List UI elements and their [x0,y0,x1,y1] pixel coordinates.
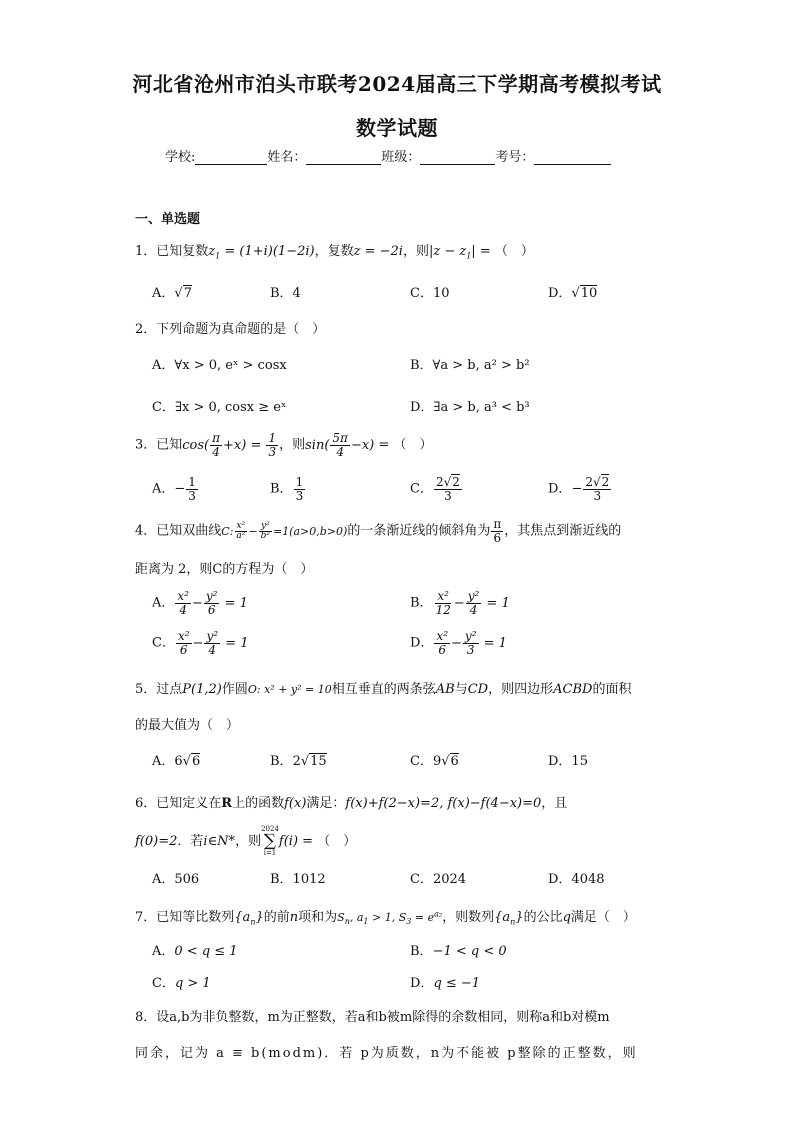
question-7: 7．已知等比数列$\{a_n\}$的前n项和为$S_n$, $a_1 > 1$, $S_3 = e^{a_2}$，则数列$\{a_n\}$的公比q满足（ ） [135,909,636,927]
q7-option-c[interactable]: C．q > 1 [152,976,211,991]
q1-stem: 1．已知复数 [135,244,209,259]
name-blank[interactable] [306,150,381,165]
q5-circle: O: x² + y² = 10 [247,683,332,696]
q3-text-1: ，则 [279,437,306,453]
q4-option-a[interactable]: A． $\frac{\text{x²}}{4}$ − $\frac{\text{y²}}{6}$ = 1 [152,589,248,617]
q5-text-5: 的面积 [592,682,632,697]
question-2: 2．下列命题为真命题的是（ ） [135,322,326,337]
q5-text-3: 与 [454,682,468,697]
question-8-line1: 8．设a,b为非负整数，m为正整数，若a和b被m除得的余数相同，则称a和b对模m [135,1010,610,1025]
q6-text-3: ，且 [541,796,568,811]
q3-option-b[interactable]: B． $\frac{1}{3}$ [270,475,304,503]
number-blank[interactable] [534,150,611,165]
question-4: 4．已知双曲线C: $\frac{\text{x²}}{\text{a²}}$ − $\frac{\text{y²}}{\text{b²}}$ =1(a>0,b>0)的一条渐近线的倾斜角为 $\frac{\pi}{6}$ ，其焦点到渐近线的 [135,517,622,545]
name-label: 姓名： [267,150,307,165]
q5-stem: 5．过点 [135,682,183,697]
q3-given: cos( $\frac{\pi}{4}$ +x) = $\frac{1}{3}$ [182,431,277,459]
question-8-line2: 同余，记为 a ≡ b(modm)．若 p为质数，n为不能被 p整除的正整数，则 [135,1046,638,1061]
q5-option-d[interactable]: D．15 [548,754,588,769]
q4-option-c[interactable]: C． $\frac{\text{x²}}{6}$ − $\frac{\text{y²}}{4}$ = 1 [152,629,249,657]
q7-option-b[interactable]: B．−1 < q < 0 [410,944,507,959]
q6-option-c[interactable]: C．2024 [410,872,467,887]
q5-text-2: 相互垂直的两条弦 [331,682,436,697]
q6-text-1: 上的函数 [232,796,285,811]
q7-option-a[interactable]: A．0 < q ≤ 1 [152,944,238,959]
class-blank[interactable] [420,150,495,165]
q5-text-1: 作圆 [221,682,248,697]
q6-i-natural: i∈N* [203,834,236,849]
question-3 [135,432,432,458]
q6-condition: f(x)+f(2−x)=2, f(x)−f(4−x)=0 [345,796,542,811]
q6-f0: f(0)=2 [135,834,178,849]
q1-text-1: ，复数 [314,244,354,259]
q6-sum: 2024 ∑ i=1 [261,825,279,857]
section-heading: 一、单选题 [135,212,201,227]
q4-option-d[interactable]: D． $\frac{\text{x²}}{6}$ − $\frac{\text{y²}}{3}$ = 1 [410,629,507,657]
q7-stem: 7．已知等比数列 [135,910,235,925]
q4-text-2: ，其焦点到渐近线的 [504,523,622,539]
q6-func: f(x) [284,796,307,811]
q7-condition: $S_n$, $a_1 > 1$, $S_3 = e^{a_2}$ [337,909,443,927]
q3-option-a[interactable]: A．− $\frac{1}{3}$ [152,475,196,503]
q4-line2: 距离为 2，则C的方程为（ ） [135,562,314,577]
question-5 [135,678,631,697]
class-label: 班级： [381,150,421,165]
q6-option-a[interactable]: A．506 [152,872,200,887]
q3-stem: 3．已知 [135,437,183,453]
q1-option-a[interactable]: A．√7 [152,286,192,301]
q1-z1-def: $z_1 = (1+i)(1-2i)$ [208,244,315,261]
q6-text-2: 满足： [306,796,346,811]
q3-option-d[interactable]: D．− $\frac{2√2}{3}$ [548,475,610,503]
q5-line2: 的最大值为（ ） [135,718,240,733]
q5-text-4: ，则四边形 [488,682,554,697]
q7-option-d[interactable]: D．q ≤ −1 [410,976,481,991]
q5-point: P(1,2) [182,682,222,697]
q6-option-b[interactable]: B．1012 [270,872,326,887]
q7-seq: $\{a_n\}$ [234,910,264,927]
q4-option-b[interactable]: B． $\frac{\text{x²}}{12}$ − $\frac{\text{y²}}{4}$ = 1 [410,589,510,617]
q5-chord-cd: CD [467,682,489,697]
q6-real-set: R [221,796,233,811]
q5-quad: ACBD [553,682,593,697]
q1-option-b[interactable]: B．4 [270,286,301,301]
number-label: 考号： [495,150,535,165]
student-info-row [165,146,611,165]
q3-text-2: = （ ） [374,437,433,453]
q6-stem: 6．已知定义在 [135,796,222,811]
exam-title-line1: 河北省沧州市泊头市联考2024届高三下学期高考模拟考试 [132,72,662,96]
q1-option-d[interactable]: D．√10 [548,286,598,301]
q2-option-a[interactable]: A．∀x > 0, eˣ > cosx [152,358,287,373]
q2-option-b[interactable]: B．∀a > b, a² > b² [410,358,530,373]
q5-option-c[interactable]: C．9√6 [410,754,459,769]
q1-text-2: ，则 [402,244,429,259]
q1-text-3: = （ ） [475,244,534,259]
question-1 [135,240,534,261]
q2-option-c[interactable]: C．∃x > 0, cosx ≥ eˣ [152,400,287,415]
q3-option-c[interactable]: C． $\frac{2√2}{3}$ [410,475,460,503]
q5-chord-ab: AB [435,682,455,697]
exam-title-line2: 数学试题 [356,116,438,140]
q3-ask: sin( $\frac{5\pi}{4}$ −x) [305,431,375,459]
school-label: 学校: [165,150,196,165]
q4-hyperbola: C: $\frac{\text{x²}}{\text{a²}}$ − $\frac{\text{y²}}{\text{b²}}$ =1(a>0,b>0) [221,520,348,542]
question-6 [135,792,567,811]
q1-abs: $|z - z_1|$ [428,244,476,261]
q4-stem: 4．已知双曲线 [135,523,222,539]
q6-line2: f(0)=2．若i∈N*，则 2024 ∑ i=1 f(i) = （ ） [135,825,357,857]
q4-text-1: 的一条渐近线的倾斜角为 [347,523,491,539]
school-blank[interactable] [195,150,267,165]
q1-z-def: z = −2i [353,244,403,259]
q1-option-c[interactable]: C．10 [410,286,450,301]
q2-option-d[interactable]: D．∃a > b, a³ < b³ [410,400,530,415]
q6-option-d[interactable]: D．4048 [548,872,605,887]
q5-option-b[interactable]: B．2√15 [270,754,327,769]
q5-option-a[interactable]: A．6√6 [152,754,201,769]
